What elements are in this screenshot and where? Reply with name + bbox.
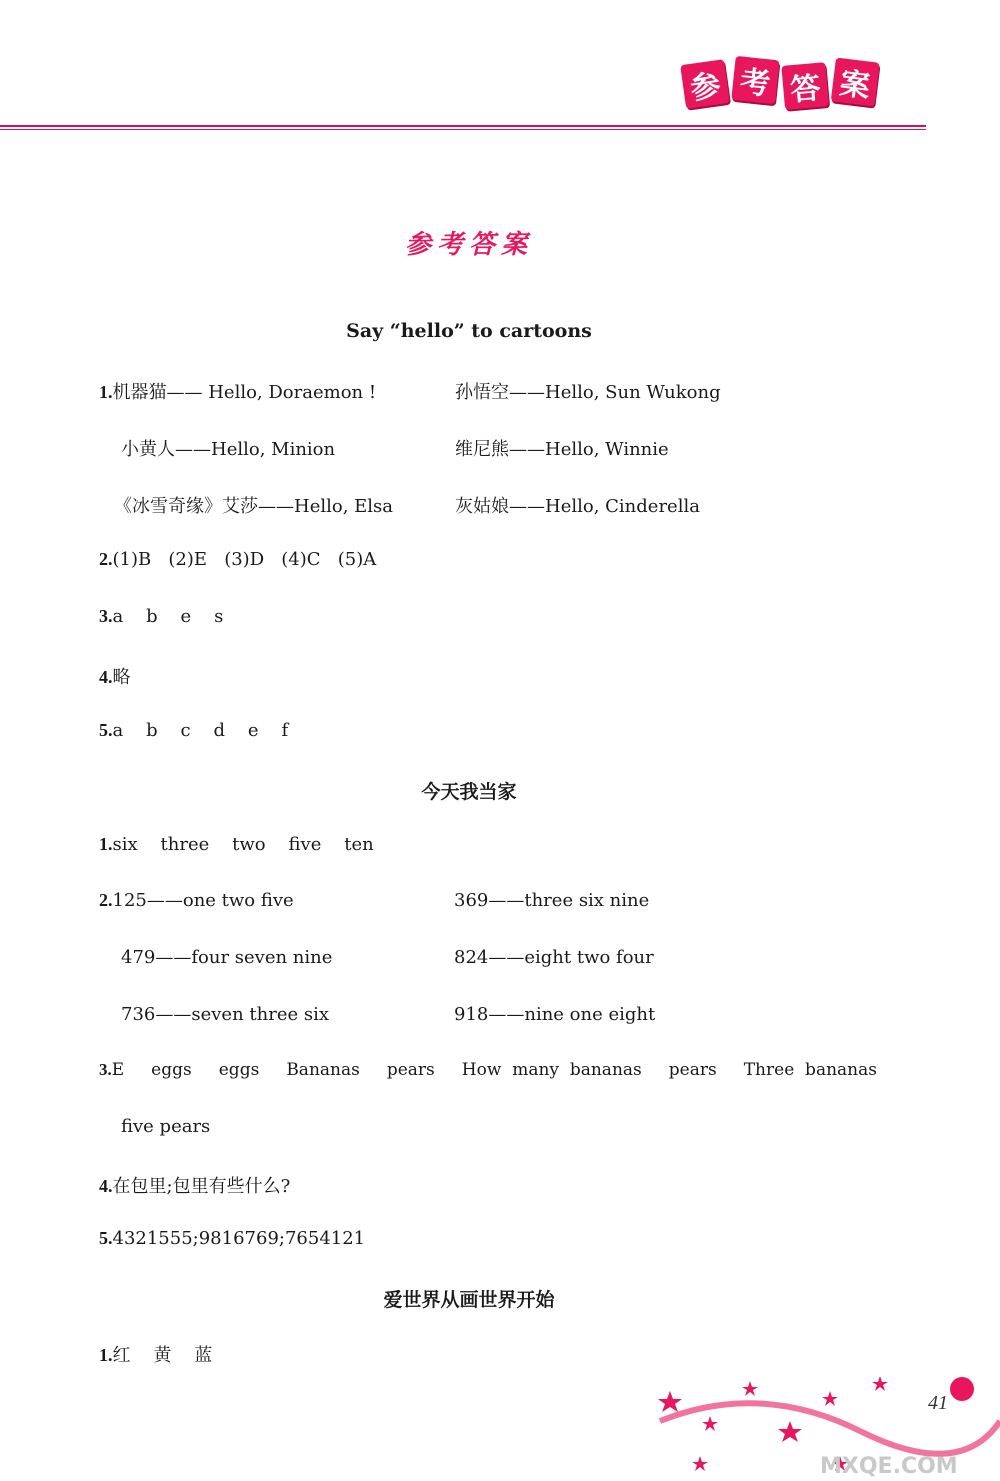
question-number: 1. xyxy=(99,834,113,854)
question-number: 1. xyxy=(99,382,113,402)
section-title-1: Say “hello” to cartoons xyxy=(346,320,592,342)
answer-line xyxy=(99,1341,212,1367)
question-number: 1. xyxy=(99,1345,113,1365)
answer-line xyxy=(99,1228,365,1249)
ribbon-icon xyxy=(660,1403,1000,1454)
answer-left: 736——seven three six xyxy=(121,1004,329,1025)
answer-left: six three two five ten xyxy=(112,834,374,855)
answer-left: 小黄人——Hello, Minion xyxy=(121,439,336,460)
answer-line xyxy=(99,890,294,911)
answer-left: 红 黄 蓝 xyxy=(112,1345,213,1366)
section-title-3: 爱世界从画世界开始 xyxy=(383,1289,555,1311)
question-number: 4. xyxy=(99,1176,113,1196)
answer-left: 125——one two five xyxy=(112,890,294,911)
answer-left: a b e s xyxy=(112,606,224,627)
header-char-4: 案 xyxy=(831,57,880,106)
answer-left: E eggs eggs Bananas pears How many bananas pears Three bananas xyxy=(111,1060,877,1080)
answer-line xyxy=(99,1060,877,1080)
page-number: 41 xyxy=(928,1392,948,1414)
header-logo xyxy=(683,62,877,109)
section-title-2: 今天我当家 xyxy=(421,781,517,803)
answer-right: 孙悟空——Hello, Sun Wukong xyxy=(455,382,721,403)
question-number: 3. xyxy=(99,606,113,626)
answer-left: 4321555;9816769;7654121 xyxy=(112,1228,366,1249)
answer-line xyxy=(99,720,288,741)
answer-left: five pears xyxy=(121,1116,211,1137)
page-title: 参考答案 xyxy=(404,230,533,260)
question-number: 5. xyxy=(99,1228,113,1248)
answer-left: 《冰雪奇缘》艾莎——Hello, Elsa xyxy=(114,496,394,517)
santa-hat-icon xyxy=(950,1377,974,1401)
answer-left: 479——four seven nine xyxy=(121,947,333,968)
answer-line xyxy=(99,834,374,855)
answer-right: 918——nine one eight xyxy=(454,1004,656,1025)
answer-left: 略 xyxy=(112,667,131,688)
header-char-2: 考 xyxy=(731,56,779,104)
question-number: 2. xyxy=(99,549,113,569)
answer-right: 824——eight two four xyxy=(454,947,654,968)
question-number: 4. xyxy=(99,667,113,687)
question-number: 3. xyxy=(99,1060,112,1079)
answer-line xyxy=(99,663,131,689)
header-char-1: 参 xyxy=(680,59,730,109)
answer-line xyxy=(99,606,223,627)
answer-line xyxy=(99,378,376,404)
header-char-3: 答 xyxy=(781,62,829,110)
watermark: MXQE.COM xyxy=(820,1454,958,1479)
question-number: 5. xyxy=(99,720,113,740)
question-number: 2. xyxy=(99,890,113,910)
answer-right: 灰姑娘——Hello, Cinderella xyxy=(455,496,700,517)
answer-left: a b c d e f xyxy=(112,720,289,741)
header-rule-thin xyxy=(0,129,926,130)
answer-line xyxy=(99,549,376,570)
answer-right: 369——three six nine xyxy=(454,890,650,911)
answer-right: 维尼熊——Hello, Winnie xyxy=(455,439,669,460)
answer-left: 在包里;包里有些什么? xyxy=(112,1176,291,1197)
answer-left: (1)B (2)E (3)D (4)C (5)A xyxy=(112,549,377,570)
answer-line xyxy=(99,1172,290,1198)
answer-left: 机器猫—— Hello, Doraemon ! xyxy=(112,382,377,403)
footer-decoration xyxy=(640,1361,1000,1481)
header-rule xyxy=(0,125,926,127)
